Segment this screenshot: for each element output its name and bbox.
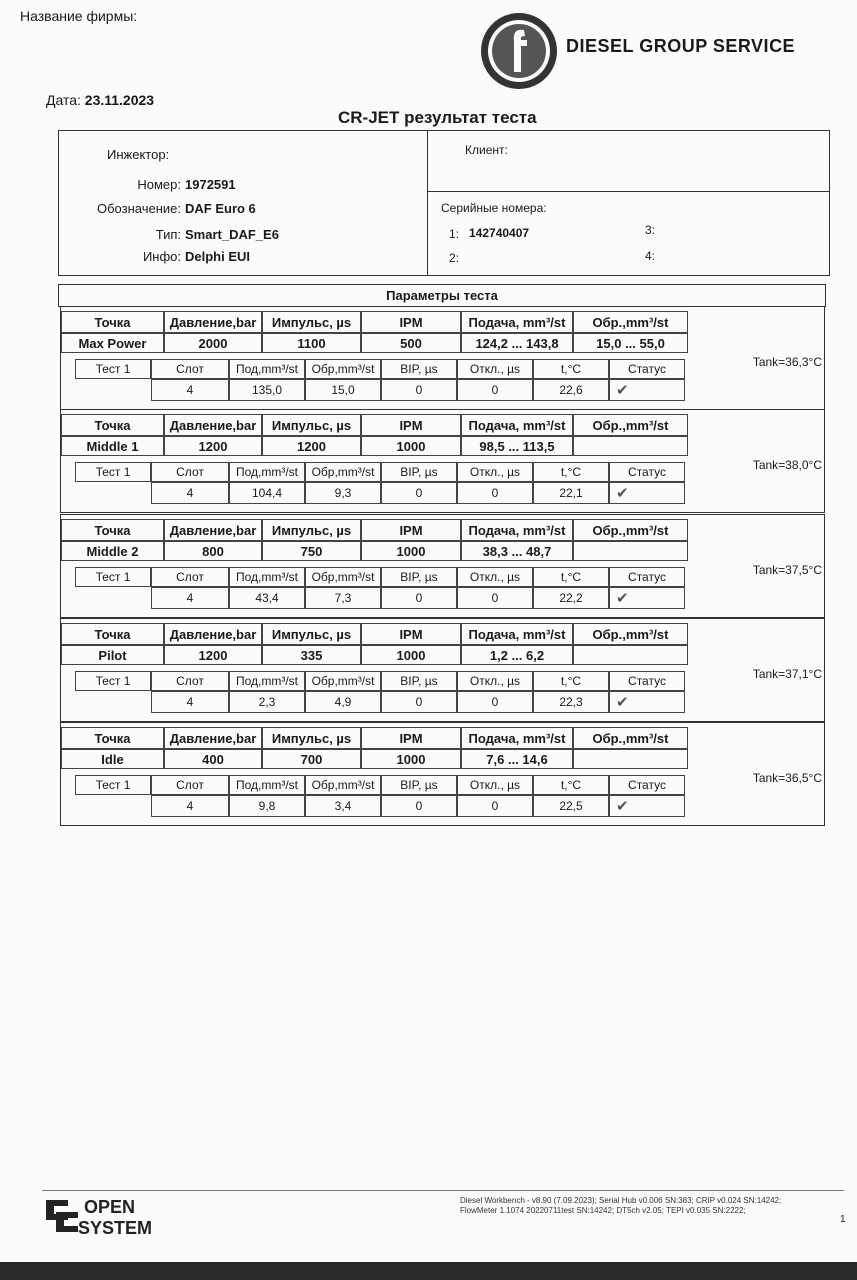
injector-heading: Инжектор: (107, 147, 170, 162)
value-point: Middle 1 (61, 436, 164, 456)
value-deviation: 0 (457, 691, 533, 713)
header-return_short: Обр,mm³/st (305, 462, 381, 482)
value-temp: 22,2 (533, 587, 609, 609)
client-label: Клиент: (465, 143, 508, 157)
value-slot: 4 (151, 587, 229, 609)
brand-name: DIESEL GROUP SERVICE (566, 36, 796, 56)
injector-info-box (58, 130, 830, 276)
header-pressure: Давление,bar (164, 311, 262, 333)
serial2-label: 2: (449, 251, 460, 265)
divider (427, 191, 829, 192)
header-return_short: Обр,mm³/st (305, 775, 381, 795)
value-delivery_range: 7,6 ... 14,6 (461, 749, 573, 769)
header-delivery_short: Под,mm³/st (229, 359, 305, 379)
date-row (46, 92, 154, 108)
header-return: Обр.,mm³/st (573, 623, 688, 645)
header-temp: t,°C (533, 567, 609, 587)
status-cell (609, 691, 685, 713)
header-ipm: IPM (361, 623, 461, 645)
value-return: 15,0 (305, 379, 381, 401)
software-info: Diesel Workbench - v8.90 (7.09.2023); Serial Hub v0.006 SN:383; CRIP v0.024 SN:14242; FlowMeter 1.1074 20220711test SN:14242; DT5ch v2.05; TEPI v0.035 SN:2222; (460, 1196, 782, 1215)
header-slot: Слот (151, 462, 229, 482)
tank-temperature: Tank=37,1°C (752, 667, 822, 681)
value-slot: 4 (151, 795, 229, 817)
serial1-label: 1: (449, 227, 460, 241)
header-slot: Слот (151, 775, 229, 795)
header-point: Точка (61, 311, 164, 333)
test-point-block (60, 618, 825, 722)
header-pressure: Давление,bar (164, 727, 262, 749)
value-slot: 4 (151, 482, 229, 504)
header-pulse: Импульс, µs (262, 727, 361, 749)
header-delivery_short: Под,mm³/st (229, 775, 305, 795)
logo-line1: OPEN (84, 1197, 136, 1217)
open-system-logo (44, 1194, 214, 1238)
value-return_range (573, 541, 688, 561)
checkmark-icon: ✔ (616, 485, 629, 502)
header-status: Статус (609, 462, 685, 482)
value-return: 7,3 (305, 587, 381, 609)
type-value: Smart_DAF_E6 (185, 227, 279, 242)
value-delivery: 9,8 (229, 795, 305, 817)
value-slot: 4 (151, 691, 229, 713)
header-return: Обр.,mm³/st (573, 727, 688, 749)
value-return: 9,3 (305, 482, 381, 504)
value-temp: 22,6 (533, 379, 609, 401)
header-ipm: IPM (361, 311, 461, 333)
header-deviation: Откл., µs (457, 359, 533, 379)
header-delivery: Подача, mm³/st (461, 623, 573, 645)
header-ipm: IPM (361, 727, 461, 749)
value-return: 3,4 (305, 795, 381, 817)
value-return_range (573, 436, 688, 456)
value-delivery_range: 98,5 ... 113,5 (461, 436, 573, 456)
value-temp: 22,1 (533, 482, 609, 504)
photo-bottom-edge (0, 1262, 857, 1280)
page-title: CR-JET результат теста (338, 108, 537, 127)
value-return_range: 15,0 ... 55,0 (573, 333, 688, 353)
header-pulse: Импульс, µs (262, 311, 361, 333)
diesel-group-logo (474, 10, 564, 92)
header-delivery_short: Под,mm³/st (229, 671, 305, 691)
value-delivery: 43,4 (229, 587, 305, 609)
header-bip: BIP, µs (381, 671, 457, 691)
serial4-label: 4: (645, 249, 656, 263)
value-pulse: 1100 (262, 333, 361, 353)
type-label: Тип: (155, 227, 181, 242)
header-pressure: Давление,bar (164, 623, 262, 645)
header-point: Точка (61, 414, 164, 436)
value-bip: 0 (381, 379, 457, 401)
test-point-block (60, 306, 825, 410)
test-point-block (60, 409, 825, 513)
header-return_short: Обр,mm³/st (305, 671, 381, 691)
value-temp: 22,5 (533, 795, 609, 817)
value-delivery_range: 1,2 ... 6,2 (461, 645, 573, 665)
value-pressure: 800 (164, 541, 262, 561)
value-bip: 0 (381, 795, 457, 817)
value-point: Max Power (61, 333, 164, 353)
serial3-label: 3: (645, 223, 656, 237)
value-pressure: 2000 (164, 333, 262, 353)
tank-temperature: Tank=38,0°C (752, 458, 822, 472)
tank-temperature: Tank=37,5°C (752, 563, 822, 577)
value-deviation: 0 (457, 587, 533, 609)
header-temp: t,°C (533, 671, 609, 691)
header-delivery: Подача, mm³/st (461, 519, 573, 541)
date-label: Дата: (46, 92, 81, 108)
header-bip: BIP, µs (381, 462, 457, 482)
value-ipm: 500 (361, 333, 461, 353)
header-deviation: Откл., µs (457, 462, 533, 482)
value-deviation: 0 (457, 379, 533, 401)
test-name: Тест 1 (75, 567, 151, 587)
value-bip: 0 (381, 587, 457, 609)
header-status: Статус (609, 359, 685, 379)
value-ipm: 1000 (361, 436, 461, 456)
value-point: Middle 2 (61, 541, 164, 561)
header-point: Точка (61, 519, 164, 541)
checkmark-icon: ✔ (616, 694, 629, 711)
value-deviation: 0 (457, 482, 533, 504)
value-delivery: 104,4 (229, 482, 305, 504)
header-delivery: Подача, mm³/st (461, 414, 573, 436)
value-ipm: 1000 (361, 645, 461, 665)
value-pressure: 1200 (164, 436, 262, 456)
header-slot: Слот (151, 567, 229, 587)
test-name: Тест 1 (75, 775, 151, 795)
value-return_range (573, 645, 688, 665)
value-delivery_range: 124,2 ... 143,8 (461, 333, 573, 353)
header-bip: BIP, µs (381, 775, 457, 795)
header-delivery_short: Под,mm³/st (229, 462, 305, 482)
status-cell (609, 795, 685, 817)
header-delivery: Подача, mm³/st (461, 727, 573, 749)
header-point: Точка (61, 623, 164, 645)
logo-line2: SYSTEM (78, 1218, 153, 1238)
number-value: 1972591 (185, 177, 236, 192)
header-ipm: IPM (361, 414, 461, 436)
value-deviation: 0 (457, 795, 533, 817)
header-bip: BIP, µs (381, 567, 457, 587)
page-number: 1 (840, 1214, 846, 1225)
value-pulse: 335 (262, 645, 361, 665)
test-point-block (60, 722, 825, 826)
header-deviation: Откл., µs (457, 775, 533, 795)
value-bip: 0 (381, 691, 457, 713)
header-pulse: Импульс, µs (262, 414, 361, 436)
test-name: Тест 1 (75, 671, 151, 691)
value-slot: 4 (151, 379, 229, 401)
checkmark-icon: ✔ (616, 382, 629, 399)
test-parameters-heading: Параметры теста (58, 284, 826, 307)
header-pressure: Давление,bar (164, 519, 262, 541)
divider (427, 131, 428, 275)
header-slot: Слот (151, 359, 229, 379)
firm-name-label: Название фирмы: (20, 8, 138, 24)
date-value: 23.11.2023 (84, 92, 155, 108)
checkmark-icon: ✔ (616, 590, 629, 607)
header-status: Статус (609, 567, 685, 587)
value-point: Pilot (61, 645, 164, 665)
value-ipm: 1000 (361, 541, 461, 561)
tank-temperature: Tank=36,3°C (752, 355, 822, 369)
header-deviation: Откл., µs (457, 671, 533, 691)
value-delivery_range: 38,3 ... 48,7 (461, 541, 573, 561)
number-label: Номер: (137, 177, 181, 192)
value-pulse: 700 (262, 749, 361, 769)
value-delivery: 135,0 (229, 379, 305, 401)
status-cell (609, 587, 685, 609)
header-point: Точка (61, 727, 164, 749)
header-bip: BIP, µs (381, 359, 457, 379)
header-return_short: Обр,mm³/st (305, 567, 381, 587)
info-label: Инфо: (142, 249, 181, 264)
header-temp: t,°C (533, 359, 609, 379)
serial1-value: 142740407 (469, 226, 530, 240)
value-pressure: 400 (164, 749, 262, 769)
tank-temperature: Tank=36,5°C (752, 771, 822, 785)
header-temp: t,°C (533, 462, 609, 482)
header-delivery: Подача, mm³/st (461, 311, 573, 333)
header-status: Статус (609, 671, 685, 691)
status-cell (609, 379, 685, 401)
header-delivery_short: Под,mm³/st (229, 567, 305, 587)
test-name: Тест 1 (75, 462, 151, 482)
header-status: Статус (609, 775, 685, 795)
designation-label: Обозначение: (96, 201, 181, 216)
footer-divider (42, 1190, 844, 1191)
header-pulse: Импульс, µs (262, 623, 361, 645)
info-value: Delphi EUI (185, 249, 251, 264)
header-pressure: Давление,bar (164, 414, 262, 436)
value-ipm: 1000 (361, 749, 461, 769)
value-bip: 0 (381, 482, 457, 504)
header-return: Обр.,mm³/st (573, 311, 688, 333)
header-pulse: Импульс, µs (262, 519, 361, 541)
status-cell (609, 482, 685, 504)
value-return: 4,9 (305, 691, 381, 713)
value-point: Idle (61, 749, 164, 769)
header-ipm: IPM (361, 519, 461, 541)
serial-heading: Серийные номера: (441, 201, 547, 215)
test-point-block (60, 514, 825, 618)
checkmark-icon: ✔ (616, 798, 629, 815)
header-slot: Слот (151, 671, 229, 691)
value-temp: 22,3 (533, 691, 609, 713)
value-delivery: 2,3 (229, 691, 305, 713)
header-return: Обр.,mm³/st (573, 414, 688, 436)
header-deviation: Откл., µs (457, 567, 533, 587)
value-pulse: 750 (262, 541, 361, 561)
test-name: Тест 1 (75, 359, 151, 379)
value-pulse: 1200 (262, 436, 361, 456)
value-return_range (573, 749, 688, 769)
header-temp: t,°C (533, 775, 609, 795)
header-return_short: Обр,mm³/st (305, 359, 381, 379)
value-pressure: 1200 (164, 645, 262, 665)
header-return: Обр.,mm³/st (573, 519, 688, 541)
designation-value: DAF Euro 6 (185, 201, 256, 216)
